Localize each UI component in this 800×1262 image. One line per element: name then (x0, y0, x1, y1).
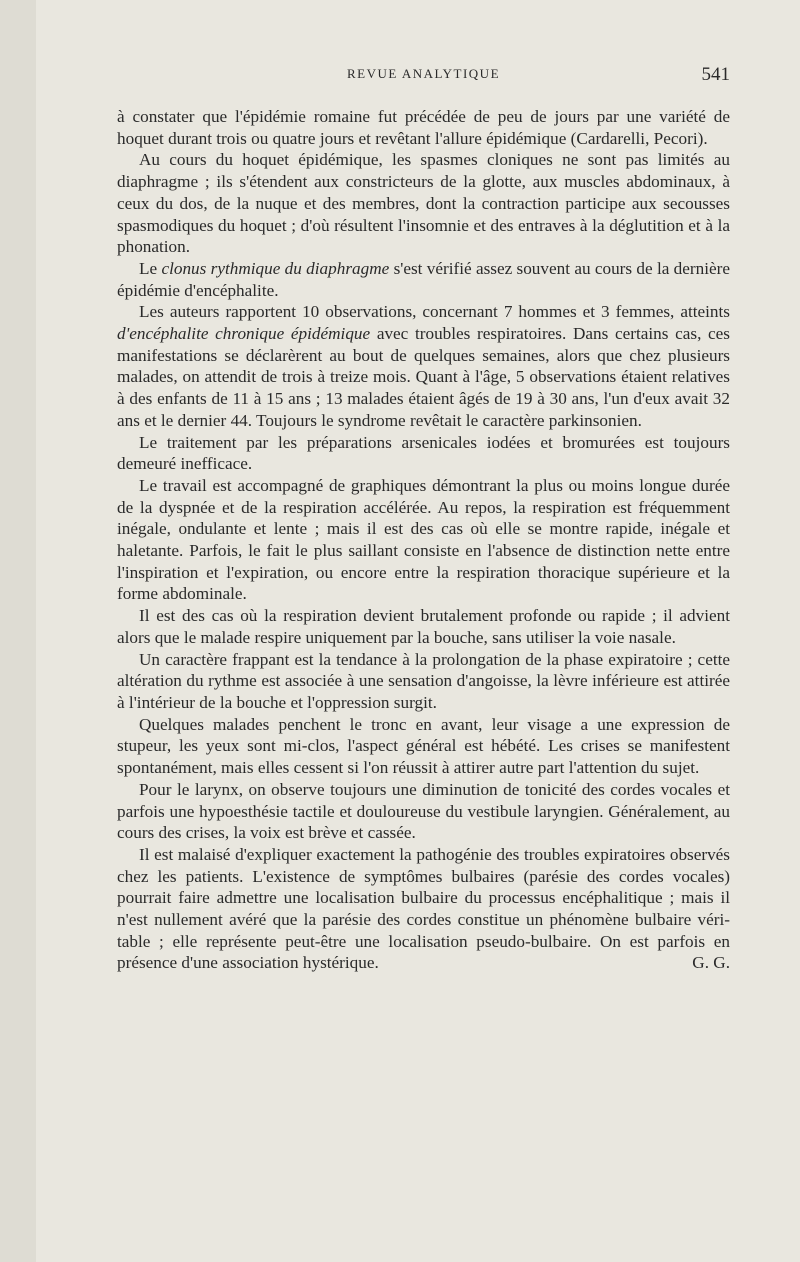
paragraph: Le travail est accompagné de graphiques démontrant la plus ou moins longue durée de la dyspnée et de la respiration accélérée. Au repos, la respiration est fréquemment inégale, ondulante et lente ; mais il est des cas où elle se montre rapide, inégale et haletante. Parfois, le fait le plus saillant consiste en l'absence de distinction nette entre l'inspiration et l'expiration, ou encore entre la respiration thoracique supérieure et la forme abdominale. (117, 475, 730, 604)
running-head (117, 64, 730, 86)
author-signature: G. G. (692, 953, 730, 973)
page-number: 541 (701, 64, 730, 85)
italic-term: d'encéphalite chronique épidémique (117, 324, 371, 344)
paragraph-final: Il est malaisé d'expliquer exactement la pathogénie des troubles expiratoires observés chez les patients. L'existence de symptômes bulbaires (parésie des cordes vocales) pourrait faire admettre une localisation bulbaire du processus encéphalitique ; mais il n'est nullement avéré que la parésie des cordes constitue un phénomène bulbaire véritable ; elle représente peut-être une localisation pseudo-bulbaire. On est parfois en présence d'une association hystérique. G. G. (117, 844, 730, 973)
paragraph: Un caractère frappant est la tendance à la prolongation de la phase expiratoire ; cette altération du rythme est associée à une sensation d'angoisse, la lèvre inférieure est attirée à l'intérieur de la bouche et l'oppression surgit. (117, 649, 730, 712)
italic-term: clonus rythmique du diaphragme (161, 258, 390, 278)
paragraph: Il est des cas où la respiration devient brutalement profonde ou rapide ; il advient alors que le malade respire uniquement par la bouche, sans utiliser la voie nasale. (117, 606, 730, 647)
paragraph: Pour le larynx, on observe toujours une diminution de tonicité des cordes vocales et parfois une hypoesthésie tactile et douloureuse du vestibule laryngien. Généralement, au cours des crises, la voix est brève et cassée. (117, 779, 730, 843)
running-head-title: REVUE ANALYTIQUE (346, 66, 501, 81)
paragraph: Le clonus rythmique du diaphragme s'est vérifié assez souvent au cours de la dernière épidémie d'encéphalite. (117, 258, 730, 300)
paragraph: Le traitement par les préparations arsenicales iodées et bromurées est toujours demeuré inefficace. (117, 432, 730, 474)
paragraph: Les auteurs rapportent 10 observations, concernant 7 hommes et 3 femmes, atteints d'encéphalite chronique épidémique avec troubles respiratoires. Dans certains cas, ces manifestations se déclarèrent au bout de quelques semaines, alors que chez plusieurs malades, on attendit de trois à treize mois. Quant à l'âge, 5 observations étaient relatives à des enfants de 11 à 15 ans ; 13 malades étaient âgés de 19 à 30 ans, l'un d'eux avait 32 ans et le dernier 44. Toujours le syndrome revêtait le caractère parkinsonien. (117, 302, 730, 430)
paragraph: Au cours du hoquet épidémique, les spasmes cloniques ne sont pas limités au diaphragme ; ils s'étendent aux constricteurs de la glotte, aux muscles abdominaux, à ceux du dos, de la nuque et des membres, dont la contraction participe aux secousses spasmodiques du hoquet ; d'où résultent l'insomnie et des entraves à la déglutition et à la phonation. (117, 150, 730, 257)
paragraph: Quelques malades penchent le tronc en avant, leur visage a une expression de stupeur, les yeux sont mi-clos, l'aspect général est hébété. Les crises se manifestent spontanément, mais elles cessent si l'on réussit à attirer autre part l'attention du sujet. (117, 714, 730, 778)
document-page (36, 0, 800, 1262)
paragraph: à constater que l'épidémie romaine fut précédée de peu de jours par une variété de hoquet durant trois ou quatre jours et revêtant l'allure épidémique (Cardarelli, Pecori). (117, 107, 730, 148)
page-content (117, 64, 730, 974)
